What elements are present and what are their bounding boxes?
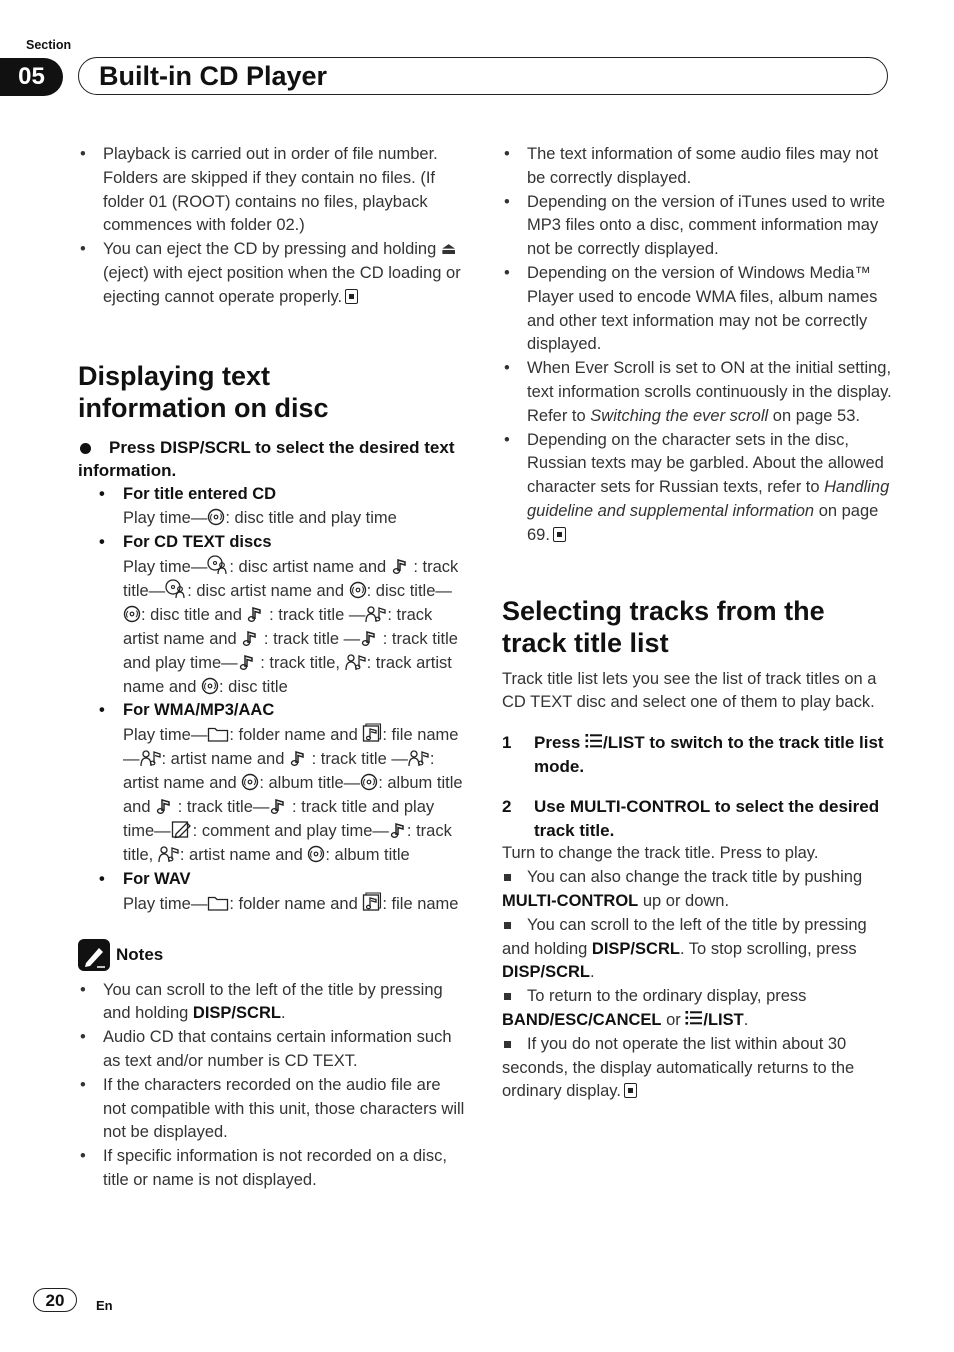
disc-artist-icon [207, 555, 229, 575]
right-column [502, 143, 894, 1104]
end-mark-icon [345, 289, 358, 304]
bullet-item: • When Ever Scroll is set to ON at the initial setting, text information scrolls continuously in the display. Refer to Switching the ever scroll on page 53. [502, 357, 894, 428]
disc-artist-icon [165, 579, 187, 599]
note-item: • Audio CD that contains certain information such as text and/or number is CD TEXT. [78, 1026, 466, 1074]
note-item: • You can scroll to the left of the title by pressing and holding DISP/SCRL. [78, 979, 466, 1027]
tip-item: If you do not operate the list within about 30 seconds, the display automatically returns to the ordinary display. [502, 1034, 855, 1101]
album-disc-icon [307, 845, 325, 863]
folder-icon [207, 725, 229, 743]
page-number: 20 [33, 1288, 77, 1312]
end-mark-icon [624, 1083, 637, 1098]
tip-item: You can also change the track title by pushing MULTI-CONTROL up or down. [502, 868, 863, 910]
track-note-icon [391, 557, 409, 575]
section-number-badge: 05 [0, 58, 63, 96]
group-title: • For WMA/MP3/AAC [123, 699, 468, 723]
bullet-playback-order: • Playback is carried out in order of file number. Folders are skipped if they contain no files. (If folder 01 (ROOT) contains no files, playback commences with folder 02.) [78, 143, 466, 238]
eject-icon: ⏏ [440, 240, 457, 259]
intro-paragraph: Track title list lets you see the list of track titles on a CD TEXT disc and select one of them to play back. [502, 669, 877, 712]
album-disc-icon [360, 773, 378, 791]
square-bullet-icon [504, 922, 511, 929]
disc-icon [207, 508, 225, 526]
track-note-icon [155, 797, 173, 815]
tip-item: To return to the ordinary display, press BAND/ESC/CANCEL or /LIST. [502, 987, 807, 1029]
note-item: • If specific information is not recorded on a disc, title or name is not displayed. [78, 1145, 466, 1193]
step-2: 2 Use MULTI-CONTROL to select the desired track title. [502, 796, 880, 840]
group-title: • For CD TEXT discs [123, 531, 468, 555]
file-icon [362, 892, 382, 912]
note-item: • If the characters recorded on the audio file are not compatible with this unit, those characters will not be displayed. [78, 1074, 466, 1145]
group-cd-text: • For CD TEXT discs Play time— : disc artist name and : track title— : disc artist name and : disc title—: disc title and : track title — : track artist name and : track title — : track title and play time— : track title, : track artist name and : disc title [78, 531, 468, 700]
chapter-title: Built-in CD Player [99, 61, 328, 91]
artist-icon [408, 749, 430, 767]
notes-header: Notes [78, 939, 468, 971]
folder-icon [207, 894, 229, 912]
track-note-icon [289, 749, 307, 767]
list-icon [685, 1010, 703, 1026]
track-note-icon [246, 605, 264, 623]
bullet-eject: • You can eject the CD by pressing and holding ⏏ (eject) with eject position when the CD loading or ejecting cannot operate properly. [78, 238, 466, 309]
artist-icon [140, 749, 162, 767]
track-note-icon [389, 821, 407, 839]
comment-icon [171, 819, 193, 839]
end-mark-icon [553, 527, 566, 542]
section-label: Section [26, 38, 72, 52]
track-note-icon [269, 797, 287, 815]
bullet-item: • The text information of some audio files may not be correctly displayed. [502, 143, 894, 191]
track-note-icon [241, 629, 259, 647]
group-title: • For WAV [123, 868, 468, 892]
artist-icon [345, 653, 367, 671]
group-title-cd: • For title entered CD Play time— : disc title and play time [78, 483, 468, 531]
tip-item: You can scroll to the left of the title by pressing and holding DISP/SCRL. To stop scrolling, press DISP/SCRL. [502, 915, 867, 982]
step-2-body: Turn to change the track title. Press to play. [502, 844, 819, 863]
track-note-icon [238, 653, 256, 671]
artist-icon [158, 845, 180, 863]
section-heading-selecting-tracks: Selecting tracks from the track title list [502, 595, 825, 658]
link-ever-scroll[interactable]: Switching the ever scroll [590, 406, 769, 425]
bullet-item: • Depending on the character sets in the disc, Russian texts may be garbled. About the allowed character sets for Russian texts, refer to Handling guideline and supplemental information on page 69. [502, 429, 894, 548]
square-bullet-icon [504, 1041, 511, 1048]
list-icon [585, 733, 603, 749]
notes-list [78, 979, 466, 1193]
artist-icon [365, 605, 387, 623]
disc-icon [349, 581, 367, 599]
file-icon [362, 723, 382, 743]
link-handling-guideline[interactable]: Handling guideline and supplemental information [527, 478, 890, 520]
step-1: 1 Press /LIST to switch to the track title list mode. [502, 733, 884, 776]
track-note-icon [360, 629, 378, 647]
language-label: En [96, 1298, 113, 1313]
text-info-bullets [502, 143, 894, 548]
bullet-item: • Depending on the version of iTunes used to write MP3 files onto a disc, comment information may not be correctly displayed. [502, 191, 894, 262]
bullet-item: • Depending on the version of Windows Media™ Player used to encode WMA files, album names and other text information may not be correctly displayed. [502, 262, 894, 357]
group-wma-mp3-aac: • For WMA/MP3/AAC Play time— : folder name and : file name— : artist name and : track title — : artist name and : album title— : album title and : track title— : track title and play time— : comment and play time— : track title, : artist name and : album title [78, 699, 468, 868]
disc-icon [201, 677, 219, 695]
disc-icon [123, 605, 141, 623]
square-bullet-icon [504, 874, 511, 881]
album-disc-icon [241, 773, 259, 791]
intro-bullets [78, 143, 466, 310]
instruction: Press DISP/SCRL to select the desired text information. [78, 437, 455, 481]
notes-pencil-icon [78, 939, 110, 971]
section-heading-displaying-text: Displaying text information on disc [78, 360, 329, 423]
bullet-dot-icon [80, 443, 91, 454]
group-title: • For title entered CD [123, 483, 468, 507]
left-column [78, 143, 468, 1193]
square-bullet-icon [504, 993, 511, 1000]
group-wav: • For WAV Play time— : folder name and : file name [78, 868, 468, 917]
